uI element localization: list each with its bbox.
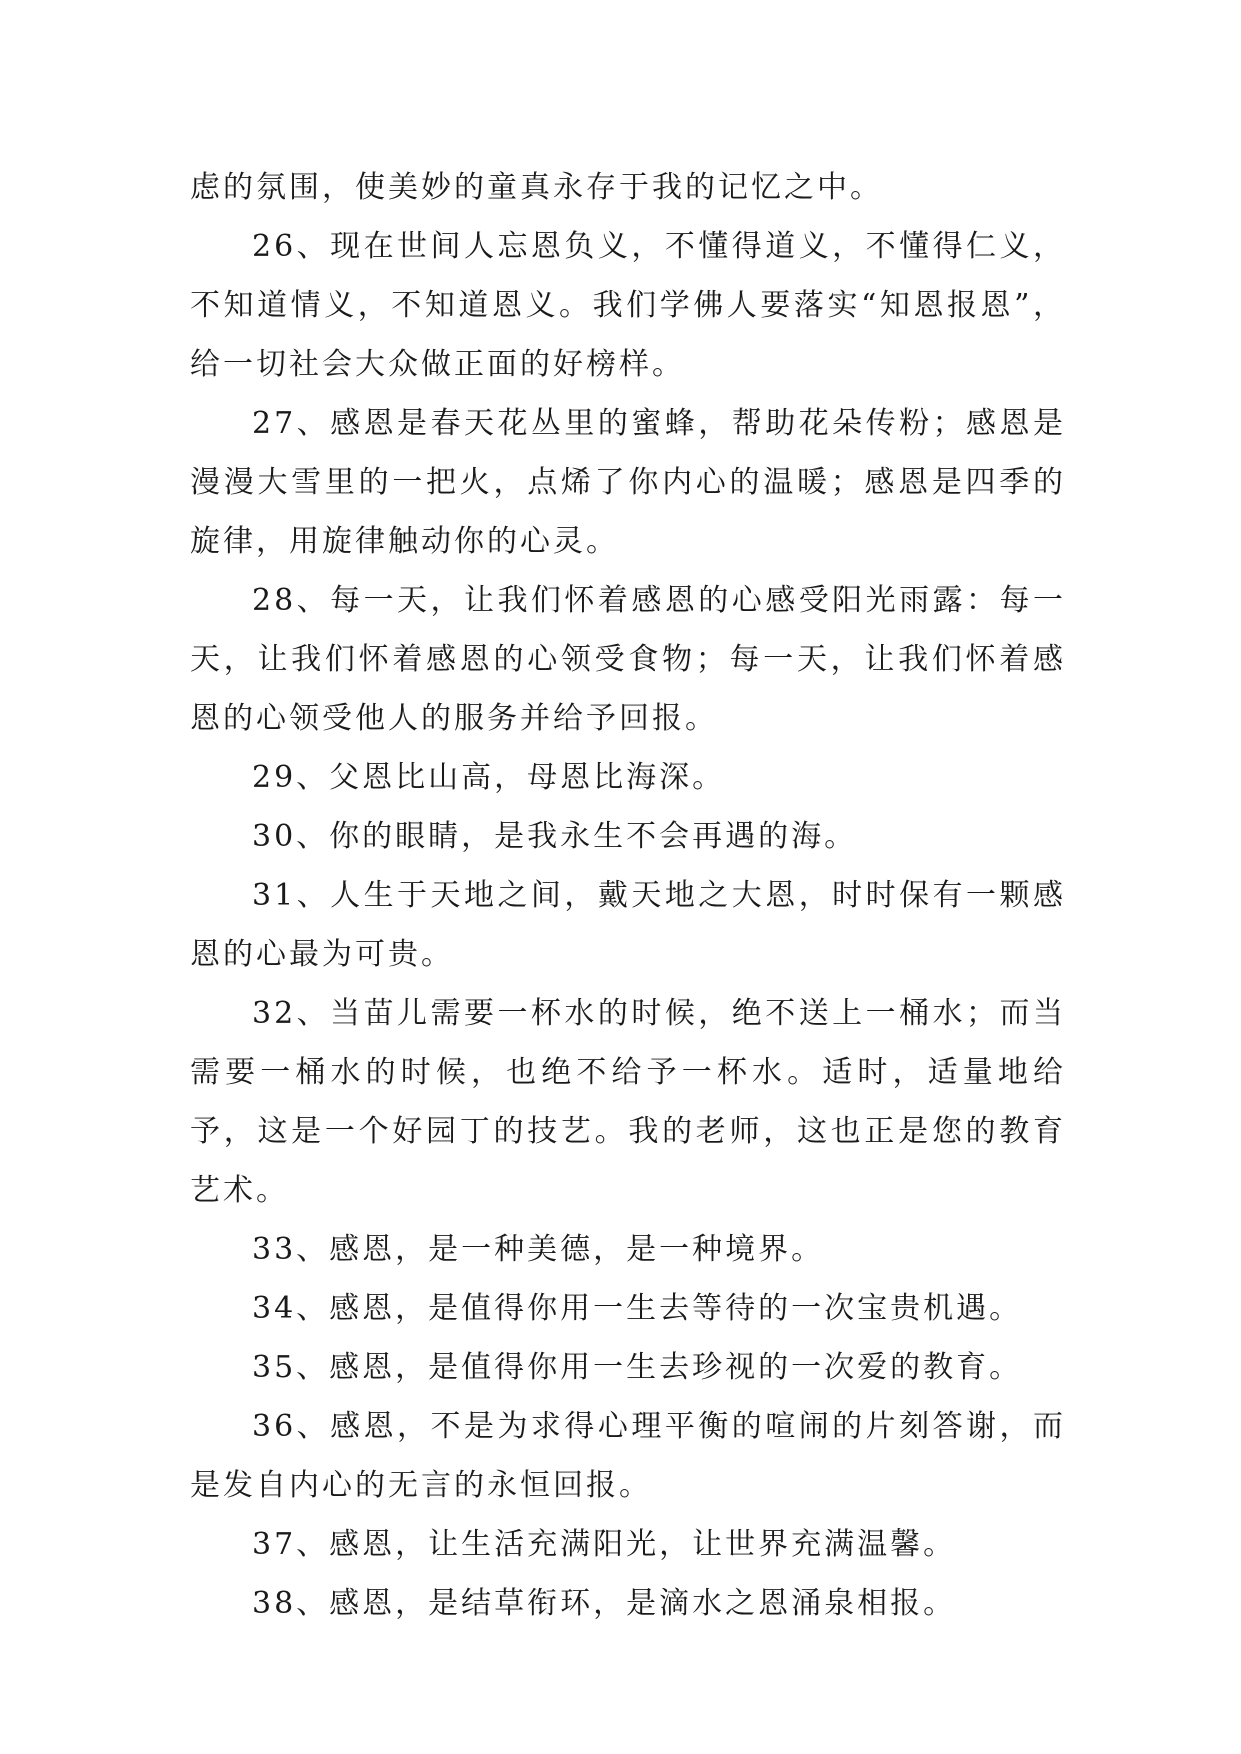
paragraph-item-26: 26、现在世间人忘恩负义，不懂得道义，不懂得仁义，不知道情义，不知道恩义。我们学佛人要落实“知恩报恩”，给一切社会大众做正面的好榜样。 (190, 229, 1066, 382)
paragraph-item-35: 35、感恩，是值得你用一生去珍视的一次爱的教育。 (252, 1350, 1023, 1385)
paragraph-item-31: 31、人生于天地之间，戴天地之大恩，时时保有一颗感恩的心最为可贵。 (190, 878, 1066, 972)
document-body (190, 158, 1066, 1633)
paragraph-continuation: 虑的氛围，使美妙的童真永存于我的记忆之中。 (190, 170, 883, 205)
paragraph-item-29: 29、父恩比山高，母恩比海深。 (252, 760, 726, 795)
paragraph-item-27: 27、感恩是春天花丛里的蜜蜂，帮助花朵传粉；感恩是漫漫大雪里的一把火，点烯了你内心的温暖；感恩是四季的旋律，用旋律触动你的心灵。 (190, 406, 1066, 559)
paragraph-item-32: 32、当苗儿需要一杯水的时候，绝不送上一桶水；而当需要一桶水的时候，也绝不给予一杯水。适时，适量地给予，这是一个好园丁的技艺。我的老师，这也正是您的教育艺术。 (190, 996, 1066, 1208)
paragraph-item-36: 36、感恩，不是为求得心理平衡的喧闹的片刻答谢，而是发自内心的无言的永恒回报。 (190, 1409, 1066, 1503)
paragraph-item-28: 28、每一天，让我们怀着感恩的心感受阳光雨露：每一天，让我们怀着感恩的心领受食物；每一天，让我们怀着感恩的心领受他人的服务并给予回报。 (190, 583, 1066, 736)
paragraph-item-38: 38、感恩，是结草衔环，是滴水之恩涌泉相报。 (252, 1586, 957, 1621)
paragraph-item-33: 33、感恩，是一种美德，是一种境界。 (252, 1232, 825, 1267)
paragraph-item-37: 37、感恩，让生活充满阳光，让世界充满温馨。 (252, 1527, 957, 1562)
paragraph-item-30: 30、你的眼睛，是我永生不会再遇的海。 (252, 819, 858, 854)
paragraph-item-34: 34、感恩，是值得你用一生去等待的一次宝贵机遇。 (252, 1291, 1023, 1326)
